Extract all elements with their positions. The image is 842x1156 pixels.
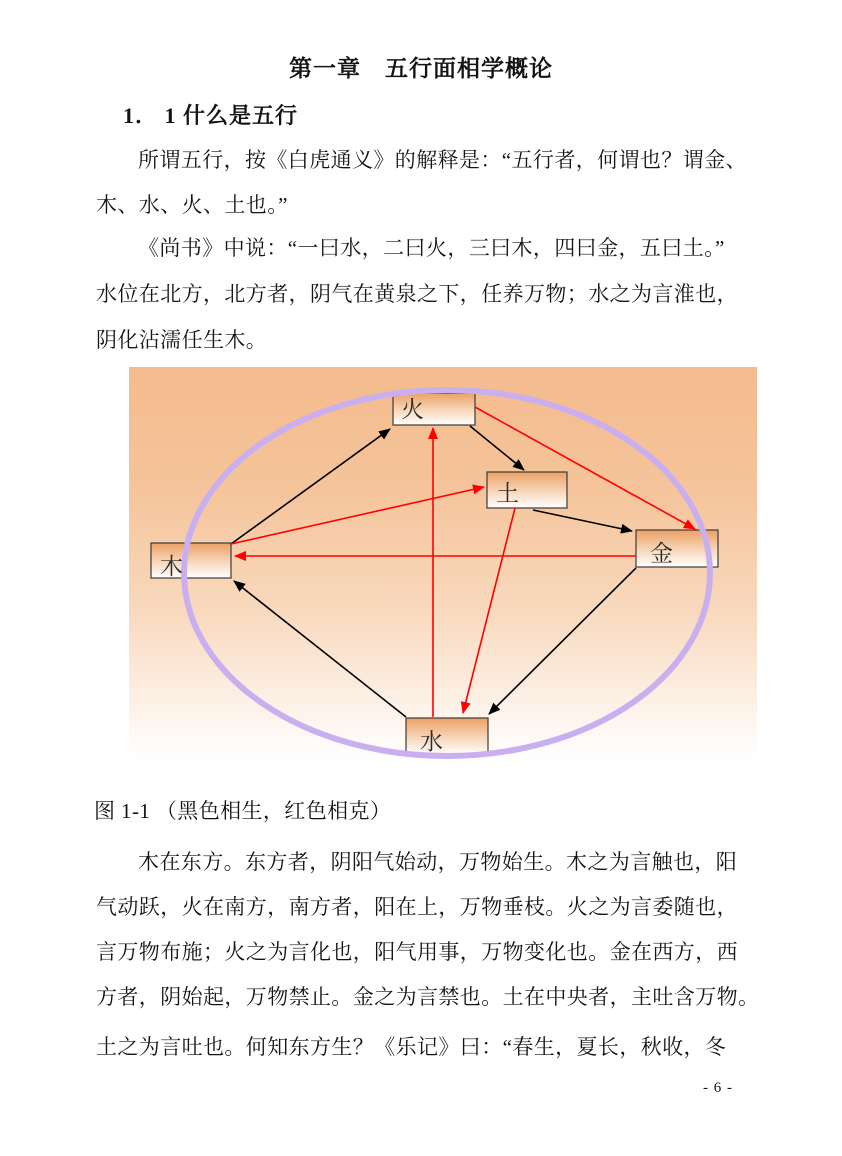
arrow-metal-generates-water	[489, 568, 636, 714]
paragraph-line: 方者，阴始起，万物禁止。金之为言禁也。土在中央者，主吐含万物。	[96, 985, 760, 1009]
page-number: - 6 -	[703, 1080, 733, 1096]
five-elements-diagram-canvas	[129, 367, 757, 773]
water-node-label: 水	[420, 729, 443, 754]
fire-node-label: 火	[401, 397, 424, 422]
arrow-wood-overcomes-earth	[231, 487, 484, 544]
arrow-fire-generates-earth	[470, 426, 524, 470]
metal-node-label: 金	[650, 541, 673, 566]
chapter-title: 第一章 五行面相学概论	[289, 56, 553, 81]
paragraph-line: 阴化沾濡任生木。	[96, 328, 268, 352]
paragraph-line: 木在东方。东方者，阴阳气始动，万物始生。木之为言触也，阳	[138, 850, 738, 874]
paragraph-line: 木、水、火、土也。”	[96, 193, 288, 217]
paragraph-line: 所谓五行，按《白虎通义》的解释是：“五行者，何谓也？谓金、	[138, 148, 747, 172]
paragraph-line: 言万物布施；火之为言化也，阳气用事，万物变化也。金在西方，西	[96, 940, 738, 964]
paragraph-line: 土之为言吐也。何知东方生？《乐记》曰：“春生，夏长，秋收，冬	[96, 1035, 727, 1059]
wood-node-label: 木	[160, 554, 183, 579]
arrow-earth-overcomes-water	[463, 508, 515, 713]
five-elements-diagram	[129, 367, 757, 773]
section-heading: 1． 1 什么是五行	[123, 103, 299, 128]
water-node-box	[406, 718, 488, 755]
arrow-earth-generates-metal	[533, 510, 632, 531]
arrow-water-generates-wood	[234, 581, 406, 717]
paragraph-line: 水位在北方，北方者，阴气在黄泉之下，任养万物；水之为言淮也，	[96, 282, 738, 306]
paragraph-line: 气动跃，火在南方，南方者，阳在上，万物垂枝。火之为言委随也，	[96, 895, 738, 919]
paragraph-line: 《尚书》中说：“一曰水，二曰火，三曰木，四曰金，五曰土。”	[138, 236, 725, 260]
figure-caption: 图 1-1 （黑色相生，红色相克）	[94, 799, 392, 823]
earth-node-label: 土	[496, 481, 519, 506]
